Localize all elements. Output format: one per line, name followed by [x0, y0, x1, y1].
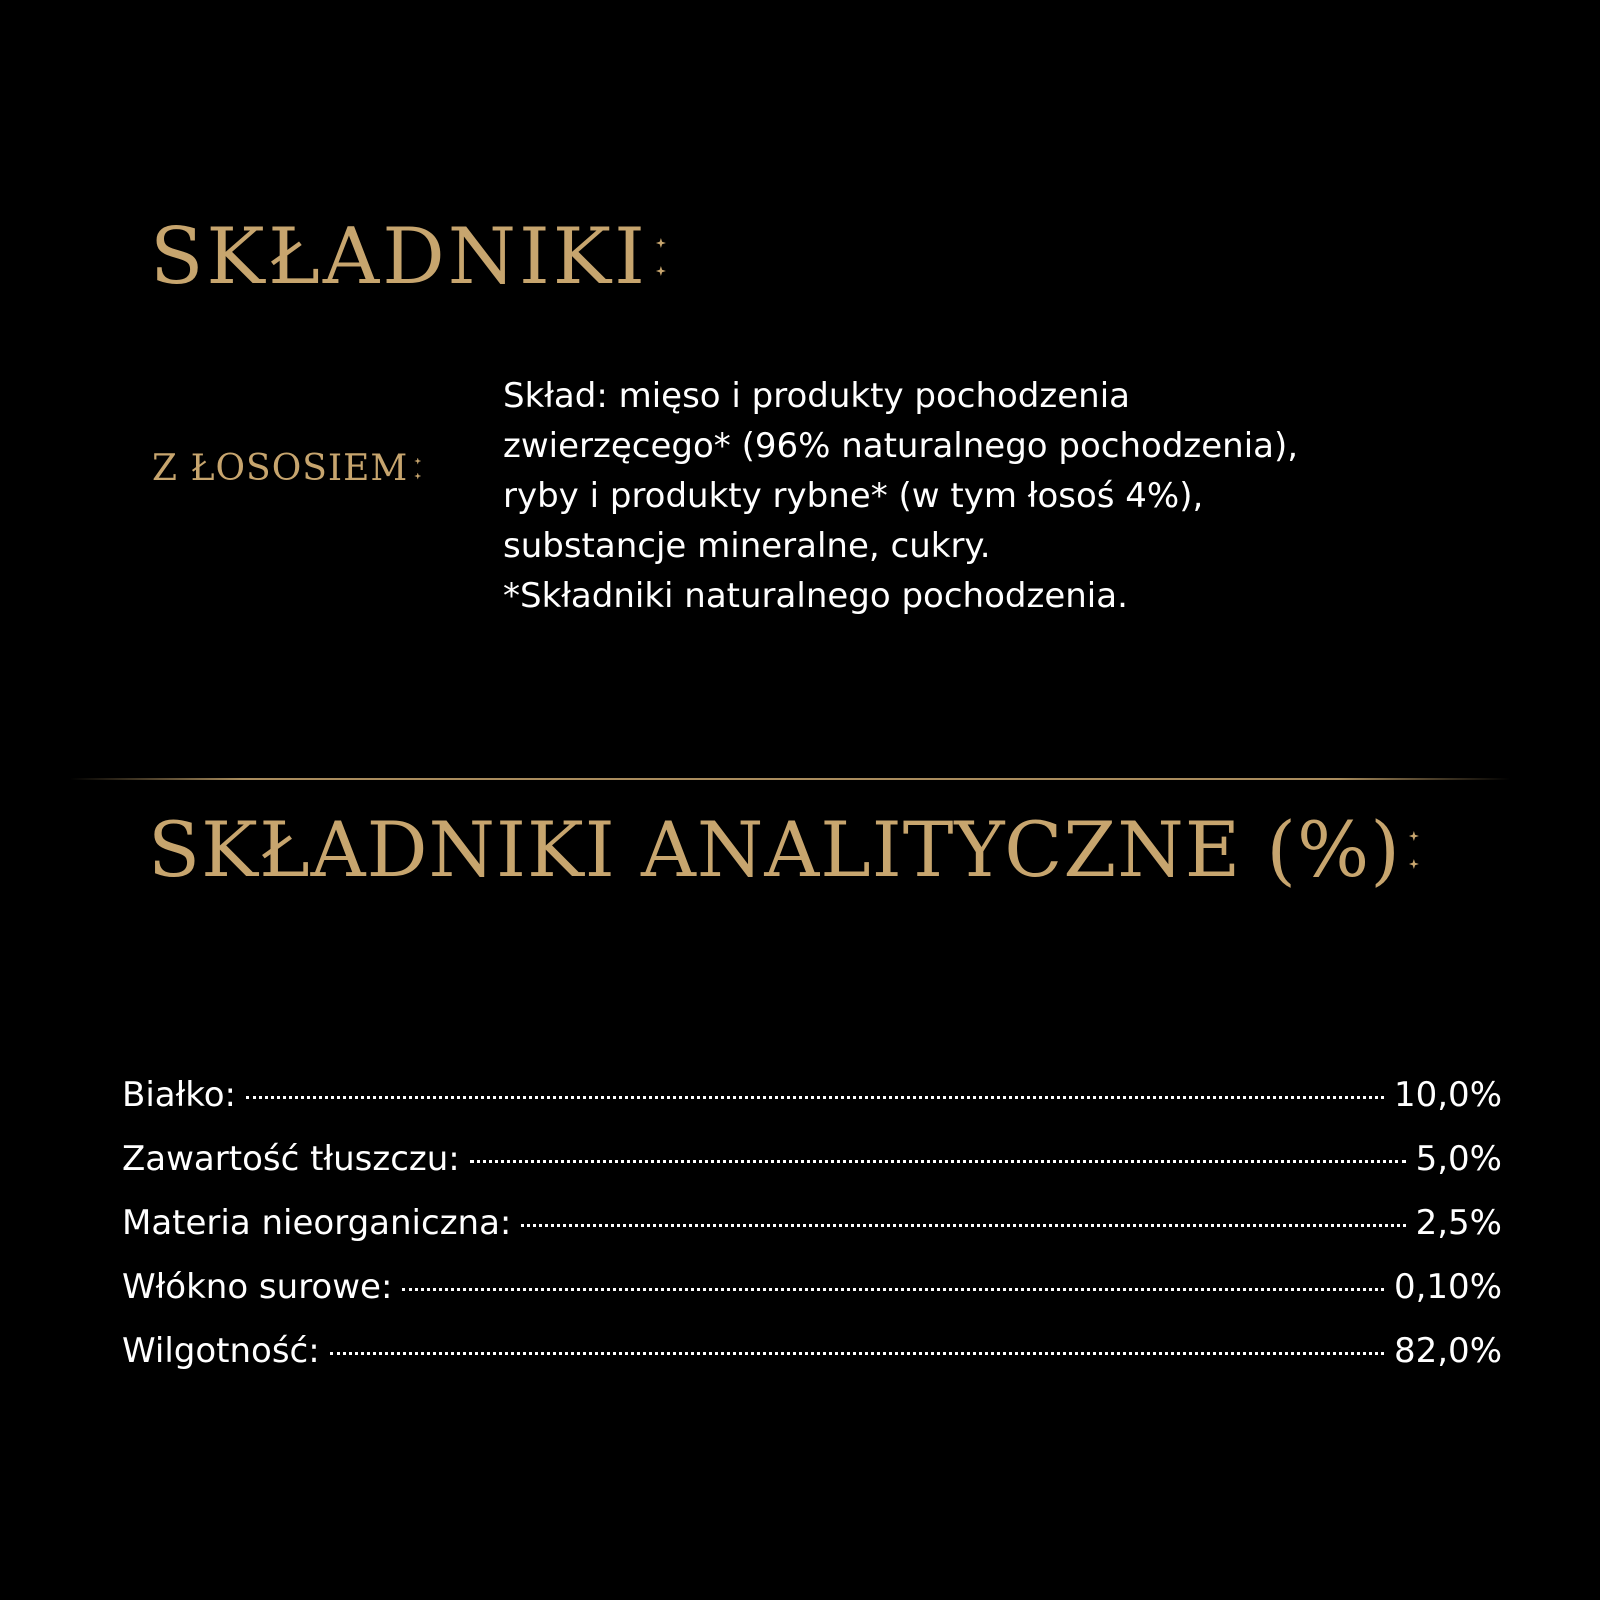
analysis-row-fibre — [122, 1267, 1502, 1331]
section-divider — [70, 778, 1510, 780]
analysis-label: Białko: — [122, 1075, 237, 1115]
analysis-value: 0,10% — [1393, 1267, 1502, 1307]
composition-line: Skład: mięso i produkty pochodzenia — [503, 376, 1130, 416]
analysis-label: Zawartość tłuszczu: — [122, 1139, 460, 1179]
diamond-icon — [414, 473, 421, 480]
analysis-row-ash — [122, 1203, 1502, 1267]
composition-text — [503, 371, 1503, 621]
dot-leader — [521, 1224, 1405, 1227]
diamond-icon — [1409, 859, 1419, 869]
composition-line: zwierzęcego* (96% naturalnego pochodzenia), — [503, 426, 1299, 466]
analysis-label: Materia nieorganiczna: — [122, 1203, 512, 1243]
variant-label-text: Z ŁOSOSIEM — [152, 448, 409, 489]
dot-leader — [470, 1160, 1406, 1163]
analytical-heading — [148, 805, 1419, 894]
analysis-value: 2,5% — [1415, 1203, 1502, 1243]
ingredients-heading-text: SKŁADNIKI — [150, 212, 648, 302]
analysis-label: Wilgotność: — [122, 1331, 320, 1371]
analytical-table — [122, 1075, 1502, 1395]
diamond-colon-icon — [1409, 820, 1419, 880]
composition-line: *Składniki naturalnego pochodzenia. — [503, 576, 1128, 616]
dot-leader — [246, 1096, 1384, 1099]
diamond-icon — [414, 458, 421, 465]
dot-leader — [402, 1288, 1384, 1291]
dot-leader — [330, 1352, 1384, 1355]
diamond-colon-icon — [414, 454, 421, 484]
analysis-value: 5,0% — [1415, 1139, 1502, 1179]
diamond-colon-icon — [656, 227, 666, 287]
diamond-icon — [1409, 831, 1419, 841]
analysis-row-protein — [122, 1075, 1502, 1139]
analysis-row-moisture — [122, 1331, 1502, 1395]
analysis-label: Włókno surowe: — [122, 1267, 393, 1307]
composition-line: substancje mineralne, cukry. — [503, 526, 991, 566]
analysis-value: 82,0% — [1393, 1331, 1502, 1371]
variant-label — [152, 448, 421, 489]
diamond-icon — [656, 238, 666, 248]
analysis-row-fat — [122, 1139, 1502, 1203]
composition-line: ryby i produkty rybne* (w tym łosoś 4%), — [503, 476, 1204, 516]
analytical-heading-text: SKŁADNIKI ANALITYCZNE (%) — [148, 805, 1401, 894]
diamond-icon — [656, 266, 666, 276]
analysis-value: 10,0% — [1393, 1075, 1502, 1115]
ingredients-heading — [150, 212, 666, 302]
